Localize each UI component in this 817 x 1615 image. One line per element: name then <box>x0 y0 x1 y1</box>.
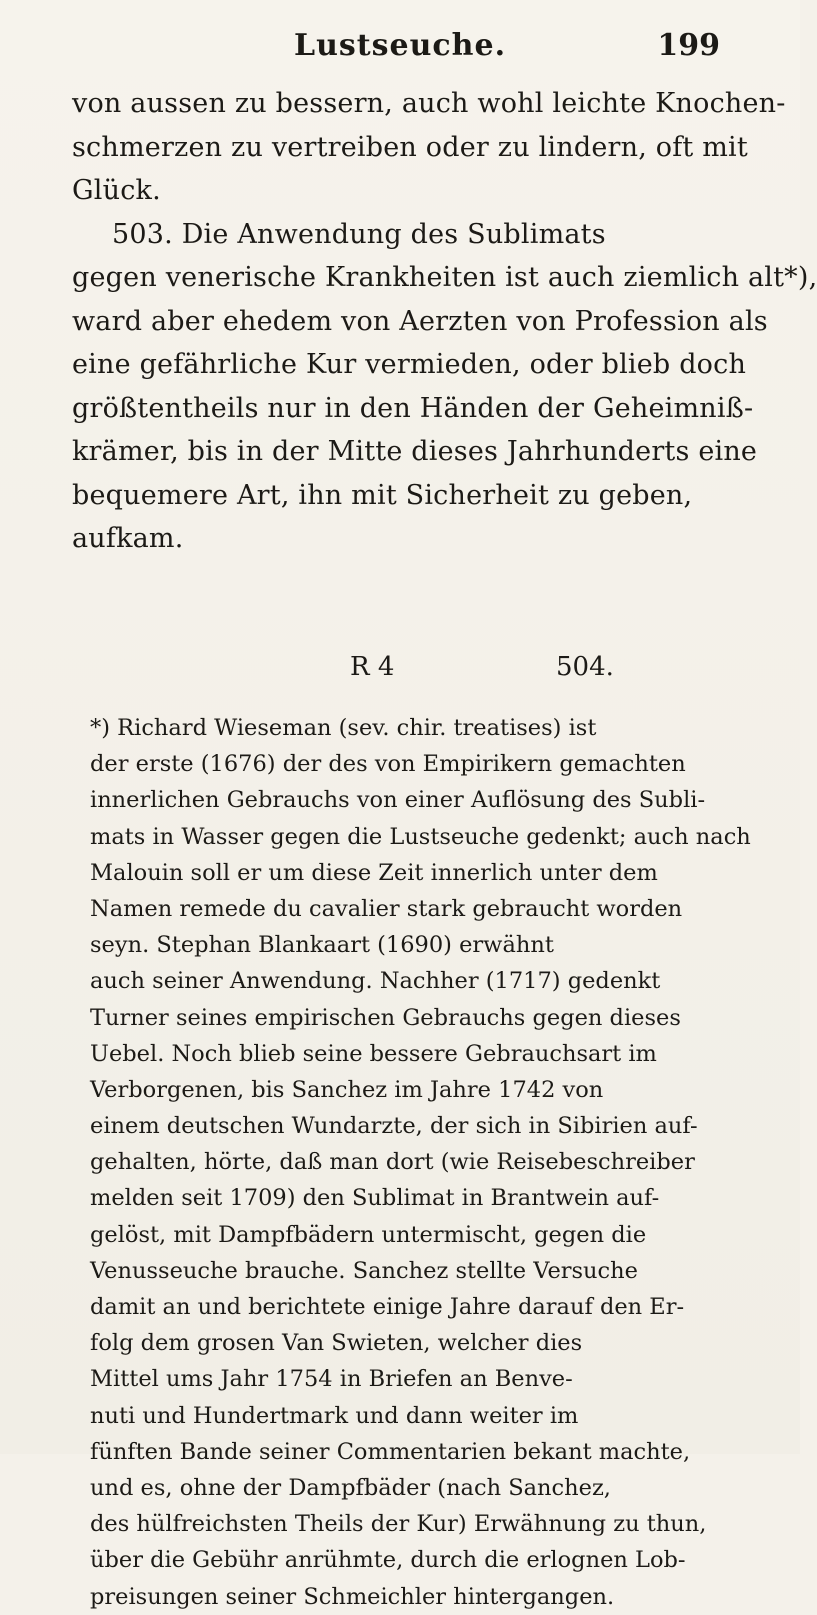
footnote-line: auch seiner Anwendung. Nachher (1717) gedenkt <box>90 968 661 995</box>
text-line: Glück. <box>72 175 161 206</box>
footnote-line: Venusseuche brauche. Sanchez stellte Versuche <box>90 1257 638 1284</box>
footnote <box>64 710 751 1615</box>
running-title: Lustseuche. <box>293 28 507 63</box>
running-head <box>80 28 720 68</box>
main-text <box>72 82 817 561</box>
text-line: von aussen zu bessern, auch wohl leichte Knochen- <box>72 88 786 119</box>
text-line: aufkam. <box>72 523 184 554</box>
footnote-line: der erste (1676) der des von Empirikern gemachten <box>90 751 686 778</box>
footnote-line: innerlichen Gebrauchs von einer Auflösung des Subli- <box>90 787 706 814</box>
footnote-line: Turner seines empirischen Gebrauchs gegen dieses <box>90 1004 681 1031</box>
footnote-line: fünften Bande seiner Commentarien bekant machte, <box>90 1438 691 1465</box>
footnote-line: Uebel. Noch blieb seine bessere Gebrauchsart im <box>90 1040 657 1067</box>
footnote-line: einem deutschen Wundarzte, der sich in Sibirien auf- <box>90 1113 698 1140</box>
footnote-line: des hülfreichsten Theils der Kur) Erwähnung zu thun, <box>90 1511 707 1538</box>
footnote-line: Mittel ums Jahr 1754 in Briefen an Benve- <box>90 1366 573 1393</box>
footnote-line: gehalten, hörte, daß man dort (wie Reisebeschreiber <box>90 1149 695 1176</box>
footnote-line: gelöst, mit Dampfbädern untermischt, gegen die <box>90 1221 647 1248</box>
footnote-line: mats in Wasser gegen die Lustseuche gedenkt; auch nach <box>90 823 751 850</box>
footnote-line: *) Richard Wieseman (sev. chir. treatises) ist <box>90 715 597 741</box>
text-line: gegen venerische Krankheiten ist auch ziemlich alt*), <box>72 262 817 293</box>
footnote-line: und es, ohne der Dampfbäder (nach Sanchez, <box>90 1474 611 1501</box>
text-line: schmerzen zu vertreiben oder zu lindern, oft mit <box>72 131 748 163</box>
text-line: ward aber ehedem von Aerzten von Profession als <box>72 305 768 337</box>
text-line: größtentheils nur in den Händen der Geheimniß- <box>72 392 754 424</box>
text-line: krämer, bis in der Mitte dieses Jahrhunderts eine <box>72 436 758 467</box>
footnote-line: damit an und berichtete einige Jahre darauf den Er- <box>90 1294 685 1320</box>
footnote-line: folg dem grosen Van Swieten, welcher dies <box>90 1330 583 1357</box>
text-line: eine gefährliche Kur vermieden, oder blieb doch <box>72 349 747 380</box>
footnote-line: Namen remede du cavalier stark gebraucht worden <box>90 895 683 922</box>
footnote-line: melden seit 1709) den Sublimat in Brantwein auf- <box>90 1185 660 1212</box>
signature-mark: R 4 <box>350 652 395 682</box>
catchword: 504. <box>556 652 614 682</box>
footnote-line: Verborgenen, bis Sanchez im Jahre 1742 von <box>90 1076 604 1103</box>
text-line: bequemere Art, ihn mit Sicherheit zu geben, <box>72 479 693 511</box>
footnote-line: Malouin soll er um diese Zeit innerlich unter dem <box>90 859 658 886</box>
signature-row <box>72 652 732 696</box>
paragraph-503-start: 503. Die Anwendung des Sublimats <box>112 218 606 250</box>
page-number: 199 <box>657 28 720 63</box>
footnote-line: über die Gebühr anrühmte, durch die erlognen Lob- <box>90 1547 686 1574</box>
footnote-line: seyn. Stephan Blankaart (1690) erwähnt <box>90 932 554 959</box>
footnote-line: preisungen seiner Schmeichler hintergangen. <box>90 1583 615 1610</box>
footnote-line: nuti und Hundertmark und dann weiter im <box>90 1402 579 1429</box>
